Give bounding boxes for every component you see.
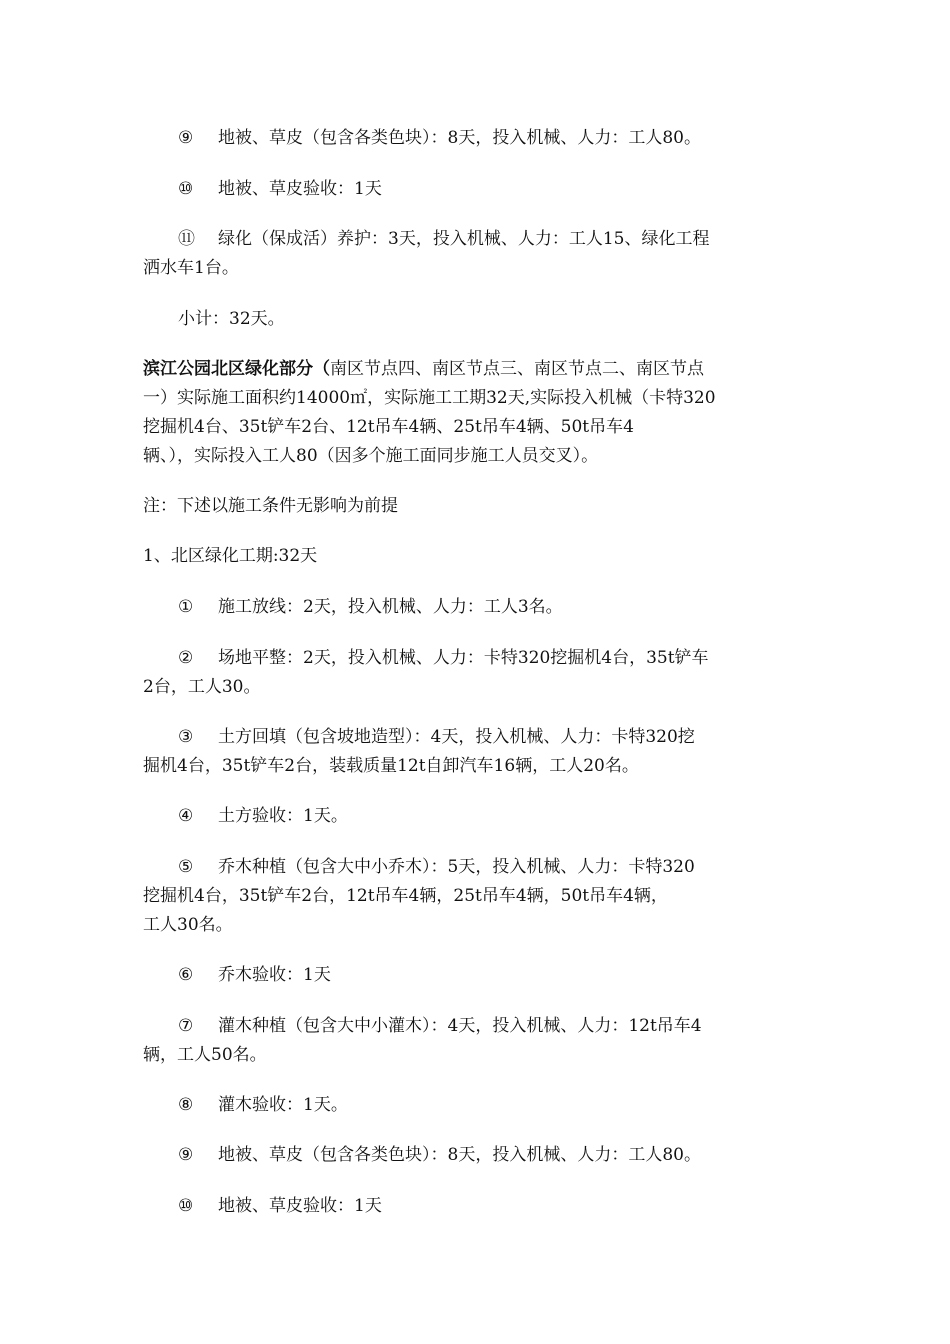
paragraph-text: 南区节点四、南区节点三、南区节点二、南区节点: [330, 359, 704, 379]
item-text: 施工放线：2天，投入机械、人力：工人3名。: [218, 597, 563, 617]
item-text: 乔木种植（包含大中小乔木）：5天，投入机械、人力：卡特320: [218, 857, 695, 877]
list-item: [143, 1012, 815, 1040]
item-continuation: 挖掘机4台，35t铲车2台，12t吊车4辆，25t吊车4辆，50t吊车4辆，: [143, 886, 668, 906]
north-paragraph-line: [143, 355, 815, 383]
list-item: [143, 1192, 815, 1220]
item-text: 乔木验收：1天: [218, 965, 331, 985]
item-number: ⑩: [178, 1196, 194, 1216]
item-number: ①: [178, 597, 194, 617]
item-number: ②: [178, 648, 194, 668]
north-paragraph-line: 挖掘机4台、35t铲车2台、12t吊车4辆、25t吊车4辆、50t吊车4: [143, 417, 634, 437]
north-paragraph-line: 辆、），实际投入工人80（因多个施工面同步施工人员交叉）。: [143, 446, 599, 466]
list-item: [143, 175, 815, 203]
list-item: [143, 853, 815, 881]
item-text: 场地平整：2天，投入机械、人力：卡特320挖掘机4台，35t铲车: [218, 648, 709, 668]
list-item: [143, 1091, 815, 1119]
list-item: [143, 225, 815, 253]
item-continuation: 工人30名。: [143, 915, 233, 935]
item-number: ⑤: [178, 857, 194, 877]
list-item: [143, 644, 815, 672]
item-number: ⑦: [178, 1016, 194, 1036]
item-number: ⑨: [178, 1145, 194, 1165]
item-number: ⑩: [178, 179, 194, 199]
note: 注：下述以施工条件无影响为前提: [143, 496, 398, 516]
item-continuation: 掘机4台，35t铲车2台，装载质量12t自卸汽车16辆，工人20名。: [143, 756, 639, 776]
item-text: 地被、草皮验收：1天: [218, 179, 382, 199]
item-text: 地被、草皮（包含各类色块）：8天，投入机械、人力：工人80。: [218, 128, 701, 148]
list-item: [143, 124, 815, 152]
item-number: ④: [178, 806, 194, 826]
item-number: ⑪: [178, 229, 195, 249]
item-continuation: 洒水车1台。: [143, 258, 239, 278]
item-text: 灌木种植（包含大中小灌木）：4天，投入机械、人力：12t吊车4: [218, 1016, 702, 1036]
item-text: 灌木验收：1天。: [218, 1095, 348, 1115]
list-item: [143, 723, 815, 751]
north-paragraph-line: 一）实际施工面积约14000㎡，实际施工工期32天,实际投入机械（卡特320: [143, 388, 716, 408]
list-item: [143, 1141, 815, 1169]
item-number: ③: [178, 727, 194, 747]
item-text: 地被、草皮（包含各类色块）：8天，投入机械、人力：工人80。: [218, 1145, 701, 1165]
item-continuation: 2台，工人30。: [143, 677, 261, 697]
section-heading: 滨江公园北区绿化部分（: [143, 359, 330, 379]
list-item: [143, 802, 815, 830]
item-text: 绿化（保成活）养护：3天，投入机械、人力：工人15、绿化工程: [218, 229, 710, 249]
item-number: ⑧: [178, 1095, 194, 1115]
item-continuation: 辆，工人50名。: [143, 1045, 267, 1065]
list-item: [143, 961, 815, 989]
list-item: [143, 593, 815, 621]
item-text: 土方回填（包含坡地造型）：4天，投入机械、人力：卡特320挖: [218, 727, 695, 747]
item-text: 地被、草皮验收：1天: [218, 1196, 382, 1216]
item-text: 土方验收：1天。: [218, 806, 348, 826]
item-number: ⑥: [178, 965, 194, 985]
item-number: ⑨: [178, 128, 194, 148]
section-title: 1、北区绿化工期:32天: [143, 546, 318, 566]
subtotal: 小计：32天。: [178, 309, 285, 329]
